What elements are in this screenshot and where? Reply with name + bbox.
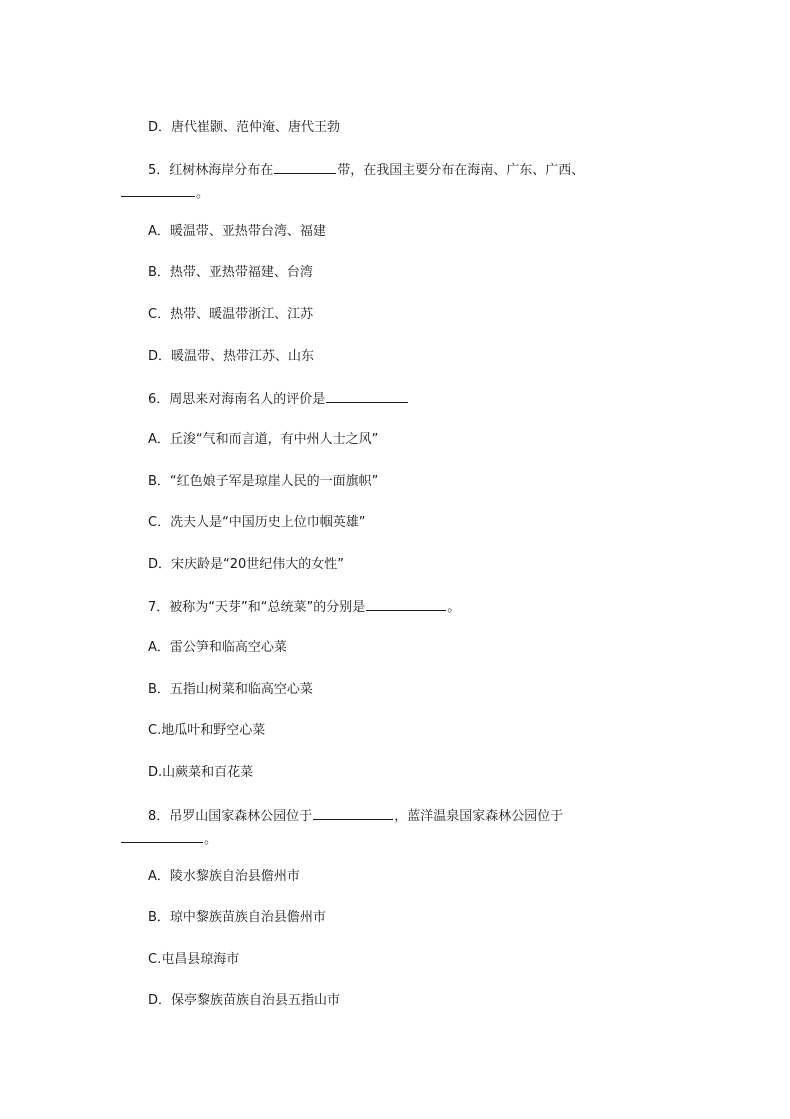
- q8-option-b: [148, 909, 326, 927]
- option-text: A．暖温带、亚热带台湾、福建: [148, 224, 326, 239]
- stem-text: 5．红树林海岸分布在: [148, 163, 274, 178]
- option-text: A．雷公笋和临高空心菜: [148, 640, 287, 655]
- option-text: B．五指山树菜和临高空心菜: [148, 682, 313, 697]
- q6-option-a: [148, 431, 378, 449]
- q5-option-c: [148, 306, 313, 324]
- q6-option-b: [148, 473, 378, 491]
- q8-option-a: [148, 868, 300, 886]
- q8-option-c: [148, 951, 239, 969]
- stem-text: 7．被称为“天芽”和“总统菜”的分别是: [148, 600, 366, 615]
- option-text: D．保亭黎族苗族自治县五指山市: [148, 993, 341, 1008]
- option-text: D．唐代崔颢、范仲淹、唐代王勃: [148, 120, 341, 135]
- stem-text: 6．周思来对海南名人的评价是: [148, 392, 326, 407]
- q7-option-d: [148, 764, 253, 782]
- q6-stem: [148, 389, 409, 409]
- option-text: C．热带、暖温带浙江、江苏: [148, 307, 314, 322]
- q7-option-b: [148, 681, 313, 699]
- stem-text: 8．吊罗山国家森林公园位于: [148, 809, 313, 824]
- q8-stem-line2: [120, 829, 217, 849]
- option-text: B．“红色娘子军是琼崖人民的一面旗帜”: [148, 474, 379, 489]
- option-text: B．热带、亚热带福建、台湾: [148, 265, 313, 280]
- q5-stem-line1: [148, 160, 584, 180]
- q6-option-d: [148, 556, 344, 574]
- stem-text: ，蓝洋温泉国家森林公园位于: [394, 809, 564, 824]
- option-text: B．琼中黎族苗族自治县儋州市: [148, 910, 326, 925]
- option-text: C.屯昌县琼海市: [148, 952, 240, 967]
- q5-option-b: [148, 264, 313, 282]
- q8-option-d: [148, 992, 340, 1010]
- option-text: A．陵水黎族自治县儋州市: [148, 869, 300, 884]
- option-text: D．宋庆龄是“20世纪伟大的女性”: [148, 557, 345, 572]
- q5-option-a: [148, 223, 326, 241]
- answer-blank: [326, 389, 408, 403]
- q8-stem-line1: [148, 806, 563, 826]
- option-text: D.山蕨菜和百花菜: [148, 765, 254, 780]
- q7-stem: [148, 597, 460, 617]
- stem-text: 。: [447, 600, 461, 615]
- q7-option-c: [148, 722, 265, 740]
- stem-text: 。: [204, 832, 218, 847]
- option-text: C．冼夫人是“中国历史上位巾帼英雄”: [148, 515, 366, 530]
- answer-blank: [313, 806, 393, 820]
- q7-option-a: [148, 639, 287, 657]
- stem-text: 。: [196, 186, 210, 201]
- answer-blank: [366, 597, 446, 611]
- answer-blank: [121, 829, 203, 843]
- option-text: C.地瓜叶和野空心菜: [148, 723, 266, 738]
- option-text: A．丘浚“气和而言道，有中州人士之风”: [148, 432, 379, 447]
- answer-blank: [121, 183, 195, 197]
- stem-text: 带，在我国主要分布在海南、广东、广西、: [337, 163, 585, 178]
- answer-blank: [274, 160, 336, 174]
- q4-option-d: [148, 119, 340, 137]
- q5-option-d: [148, 348, 314, 366]
- q5-stem-line2: [120, 183, 209, 203]
- option-text: D．暖温带、热带江苏、山东: [148, 349, 315, 364]
- q6-option-c: [148, 514, 366, 532]
